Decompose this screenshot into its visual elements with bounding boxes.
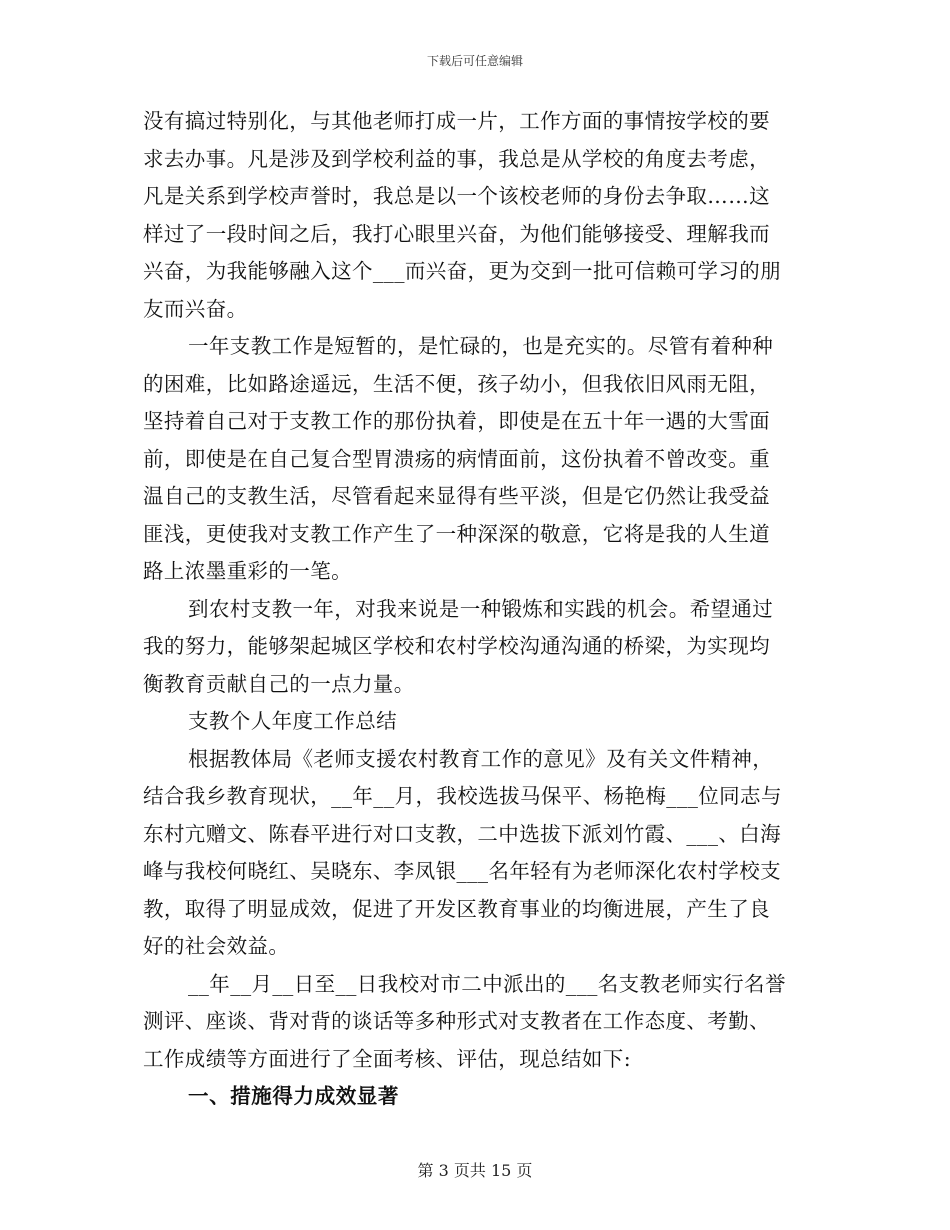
- text-line: 结合我乡教育现状，__年__月，我校选拔马保平、杨艳梅___位同志与: [143, 784, 782, 808]
- text-line: 我的努力，能够架起城区学校和农村学校沟通沟通的桥梁，为实现均: [143, 634, 770, 658]
- text-line: 工作成绩等方面进行了全面考核、评估，现总结如下:: [143, 1046, 632, 1071]
- document-body: [143, 103, 808, 1116]
- text-line: 前，即使是在自己复合型胃溃疡的病情面前，这份执着不曾改变。重: [143, 446, 770, 471]
- text-line: 友而兴奋。: [143, 296, 248, 321]
- text-line: 测评、座谈、背对背的谈话等多种形式对支教者在工作态度、考勤、: [143, 1009, 770, 1033]
- text-line: 路上浓墨重彩的一笔。: [143, 559, 352, 583]
- text-line: 峰与我校何晓红、吴晓东、李凤银___名年轻有为老师深化农村学校支: [143, 859, 782, 883]
- text-line: 好的社会效益。: [143, 934, 290, 958]
- page-header: 下载后可任意编辑: [426, 54, 523, 68]
- section-heading: 一、措施得力成效显著: [188, 1084, 399, 1108]
- paragraph-start-line: 到农村支教一年，对我来说是一种锻炼和实践的机会。希望通过: [188, 596, 774, 621]
- text-line: 凡是关系到学校声誉时，我总是以一个该校老师的身份去争取……这: [143, 184, 770, 208]
- text-line: 求去办事。凡是涉及到学校利益的事，我总是从学校的角度去考虑，: [143, 146, 770, 171]
- text-line: 东村亢赠文、陈春平进行对口支教，二中选拔下派刘竹霞、___、白海: [143, 821, 782, 846]
- text-line: 匪浅，更使我对支教工作产生了一种深深的敬意，它将是我的人生道: [143, 521, 770, 546]
- text-line: 衡教育贡献自己的一点力量。: [143, 671, 415, 696]
- paragraph-start-line: __年__月__日至__日我校对市二中派出的___名支教老师实行名誉: [188, 971, 786, 996]
- text-line: 坚持着自己对于支教工作的那份执着，即使是在五十年一遇的大雪面: [143, 409, 770, 433]
- text-line: 的困难，比如路途遥远，生活不便，孩子幼小，但我依旧风雨无阻，: [143, 371, 770, 396]
- text-line: 教，取得了明显成效，促进了开发区教育事业的均衡进展，产生了良: [143, 896, 770, 921]
- paragraph-start-line: 一年支教工作是短暂的，是忙碌的，也是充实的。尽管有着种种: [188, 334, 774, 358]
- text-line: 温自己的支教生活，尽管看起来显得有些平淡，但是它仍然让我受益: [143, 484, 770, 508]
- page-footer: 第 3 页共 15 页: [417, 1161, 533, 1180]
- text-line: 没有搞过特别化，与其他老师打成一片，工作方面的事情按学校的要: [143, 109, 770, 133]
- text-line: 样过了一段时间之后，我打心眼里兴奋，为他们能够接受、理解我而: [143, 221, 770, 246]
- section-title: 支教个人年度工作总结: [188, 709, 397, 733]
- paragraph-start-line: 根据教体局《老师支援农村教育工作的意见》及有关文件精神，: [188, 746, 774, 771]
- text-line: 兴奋，为我能够融入这个___而兴奋，更为交到一批可信赖可学习的朋: [143, 259, 782, 283]
